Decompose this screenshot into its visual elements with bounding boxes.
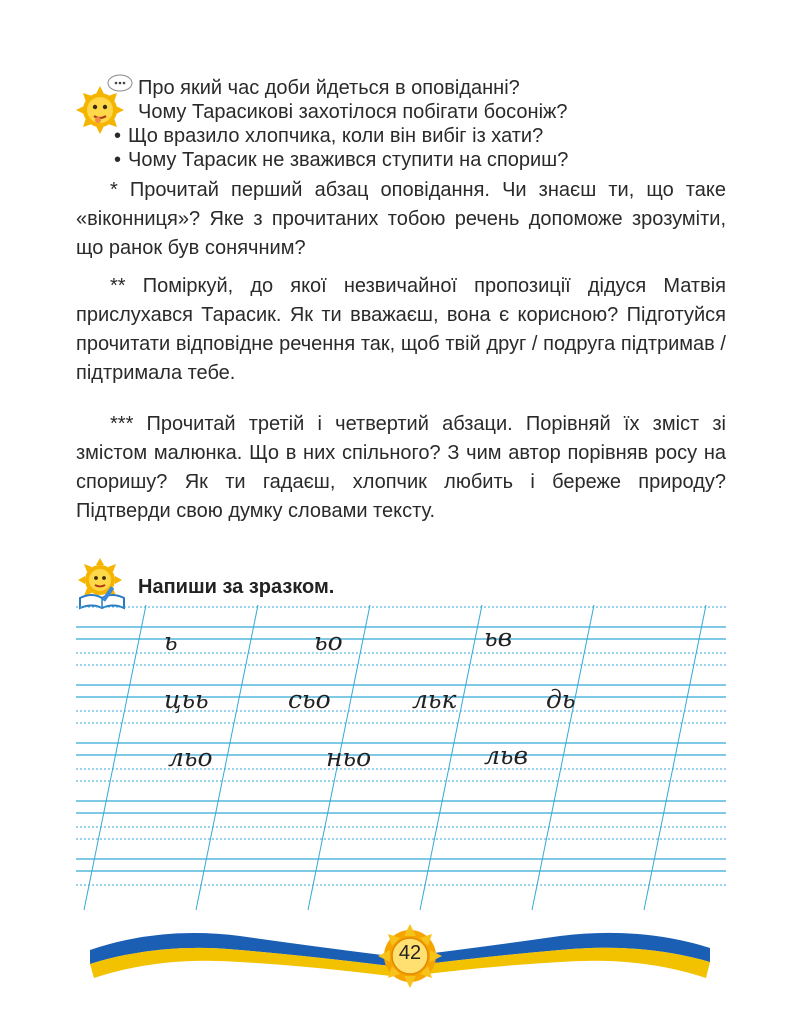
sample-row2-3: льк bbox=[412, 685, 457, 714]
sun-writing-icon bbox=[76, 558, 134, 610]
bullet: • bbox=[114, 125, 122, 147]
sample-row2-4: дь bbox=[546, 685, 576, 714]
question-2: Чому Тарасикові захотілося побігати босоніж? bbox=[138, 101, 568, 123]
slant-line bbox=[84, 605, 146, 910]
sample-row2-2: сьо bbox=[288, 685, 331, 714]
sample-row3-3: льв bbox=[484, 741, 529, 770]
sample-row1-2: ьо bbox=[314, 627, 343, 656]
sample-row1-1: ь bbox=[164, 627, 178, 656]
slant-line bbox=[420, 605, 482, 910]
sample-row2-1: цьь bbox=[164, 685, 209, 714]
question-1: Про який час доби йдеться в оповіданні? bbox=[138, 77, 520, 99]
question-4: • Чому Тарасик не зважився ступити на спориш? bbox=[114, 149, 569, 171]
slant-line bbox=[532, 605, 594, 910]
paragraph-two-stars: ** Поміркуй, до якої незвичайної пропозиції дідуся Матвія прислухався Тарасик. Як ти вважаєш, вона є корисною? Підготуйся прочитати відповідне речення так, щоб твій друг / подруга підтримав / підтримала тебе. bbox=[76, 275, 726, 384]
sample-row3-2: ньо bbox=[326, 743, 372, 772]
handwriting-grid bbox=[76, 605, 726, 910]
slant-line bbox=[644, 605, 706, 910]
paragraph-three-stars: *** Прочитай третій і четвертий абзаци. Порівняй їх зміст зі змістом малюнка. Що в них спільного? З чим автор порівняв росу на споришу? Як ти гадаєш, хлопчик любить і береже природу? Підтверди свою думку словами тексту. bbox=[76, 413, 726, 522]
sample-row1-3: ьв bbox=[484, 623, 513, 652]
page-number: 42 bbox=[398, 942, 422, 964]
question-3: • Що вразило хлопчика, коли він вибіг із хати? bbox=[114, 125, 544, 147]
task-title: Напиши за зразком. bbox=[138, 576, 335, 598]
paragraph-one-star: * Прочитай перший абзац оповідання. Чи знаєш ти, що таке «віконниця»? Яке з прочитаних тобою речень допоможе зрозуміти, що ранок був сонячним? bbox=[76, 179, 726, 259]
bullet: • bbox=[114, 149, 122, 171]
sample-row3-1: льо bbox=[168, 743, 213, 772]
